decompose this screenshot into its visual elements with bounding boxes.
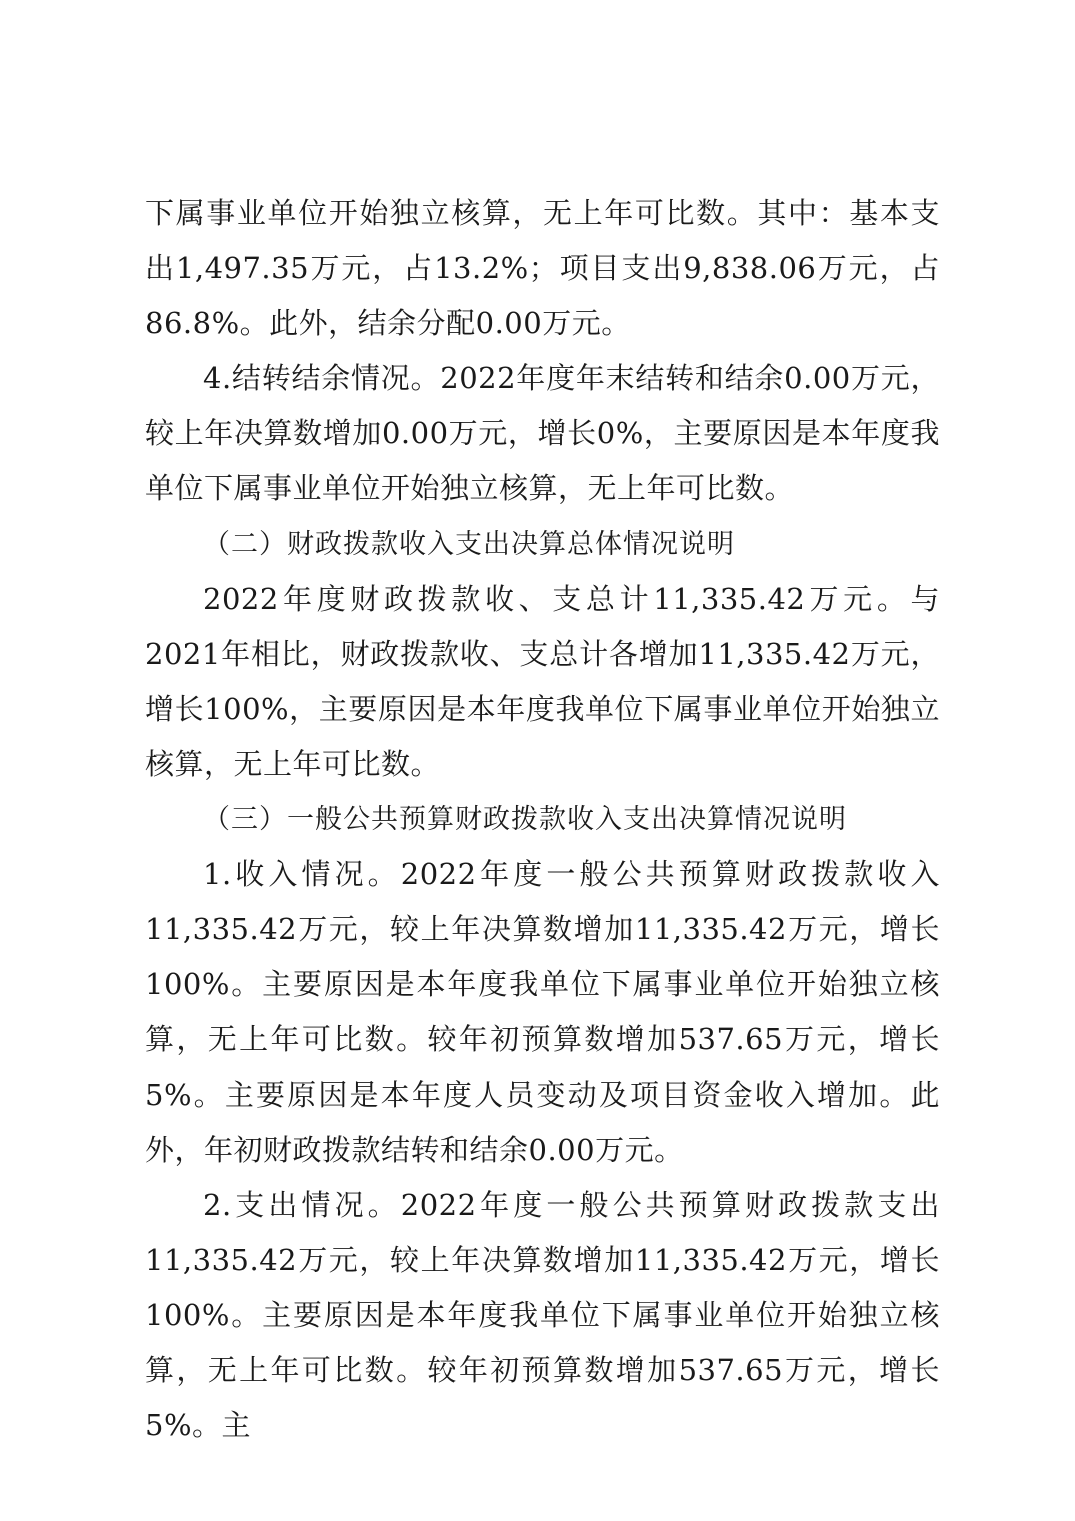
paragraph-income: 1.收入情况。2022年度一般公共预算财政拨款收入11,335.42万元，较上年决算数增加11,335.42万元，增长100%。主要原因是本年度我单位下属事业单位开始独立核算，无上年可比数。较年初预算数增加537.65万元，增长5%。主要原因是本年度人员变动及项目资金收入增加。此外，年初财政拨款结转和结余0.00万元。 [145, 857, 940, 1167]
section-heading-fiscal-overall: （二）财政拨款收入支出决算总体情况说明 [203, 528, 735, 560]
paragraph-expenditure-continued: 下属事业单位开始独立核算，无上年可比数。其中：基本支出1,497.35万元，占13.2%；项目支出9,838.06万元，占86.8%。此外，结余分配0.00万元。 [145, 196, 940, 341]
paragraph-expenditure: 2.支出情况。2022年度一般公共预算财政拨款支出11,335.42万元，较上年决算数增加11,335.42万元，增长100%。主要原因是本年度我单位下属事业单位开始独立核算，无上年可比数。较年初预算数增加537.65万元，增长5%。主 [145, 1187, 940, 1443]
paragraph-carryover-balance: 4.结转结余情况。2022年度年末结转和结余0.00万元，较上年决算数增加0.00万元，增长0%，主要原因是本年度我单位下属事业单位开始独立核算，无上年可比数。 [145, 361, 940, 506]
document-body [145, 186, 940, 1453]
section-heading-general-budget: （三）一般公共预算财政拨款收入支出决算情况说明 [203, 804, 847, 836]
paragraph-fiscal-overall: 2022年度财政拨款收、支总计11,335.42万元。与2021年相比，财政拨款收、支总计各增加11,335.42万元，增长100%，主要原因是本年度我单位下属事业单位开始独立核算，无上年可比数。 [145, 581, 940, 781]
